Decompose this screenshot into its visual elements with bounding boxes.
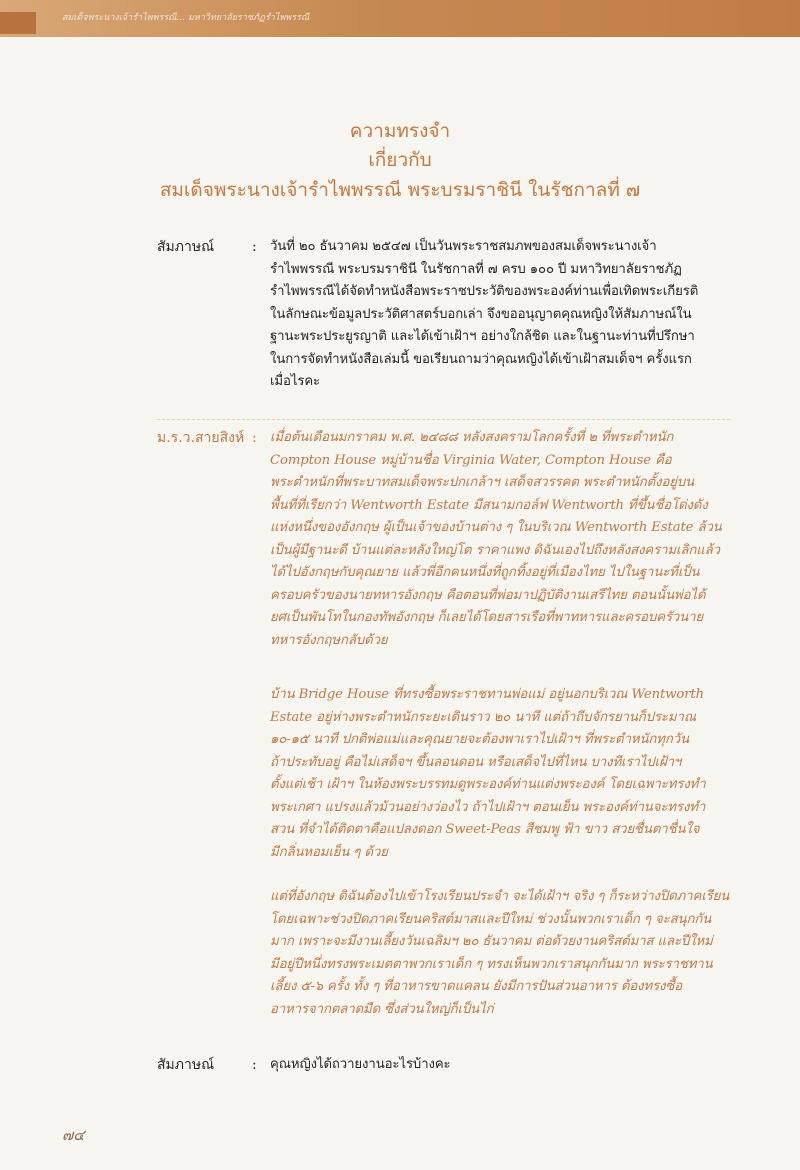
text-line: พระตำหนักที่พระบาทสมเด็จพระปกเกล้าฯ เสด็จสวรรคต พระตำหนักตั้งอยู่บน	[270, 475, 695, 490]
speaker-colon: :	[252, 430, 257, 446]
text-line: เป็นผู้มีฐานะดี บ้านแต่ละหลังใหญ่โต ราคาแพง ดิฉันเองไปถึงหลังสงครามเลิกแล้ว	[270, 542, 720, 558]
speaker-colon: :	[252, 239, 257, 255]
answer-paragraph-3	[270, 886, 730, 1021]
speaker-colon: :	[252, 1057, 257, 1073]
text-line: ครอบครัวของนายทหารอังกฤษ คือตอนที่พ่อมาปฏิบัติงานเสรีไทย ตอนนั้นพ่อได้	[270, 587, 706, 603]
title-line-3: สมเด็จพระนางเจ้ารำไพพรรณี พระบรมราชินี ในรัชกาลที่ ๗	[159, 179, 641, 201]
running-title: สมเด็จพระนางเจ้ารำไพพรรณี... มหาวิทยาลัยราชภัฏรำไพพรรณี	[62, 13, 310, 23]
answer-paragraph-2	[270, 684, 730, 864]
page-number: ๗๔	[62, 1126, 85, 1144]
text-line: มีอยู่ปีหนึ่งทรงพระเมตตาพวกเราเด็ก ๆ ทรงเห็นพวกเราสนุกกันมาก พระราชทาน	[270, 956, 713, 972]
text-line: มีกลิ่นหอมเย็น ๆ ด้วย	[270, 844, 388, 860]
header-tab	[0, 12, 36, 34]
text-line: รำไพพรรณีได้จัดทำหนังสือพระราชประวัติของพระองค์ท่านเพื่อเทิดพระเกียรติ	[270, 284, 699, 299]
text-line: ยศเป็นพันโทในกองทัพอังกฤษ ก็เลยได้โดยสารเรือที่พาทหารและครอบครัวนาย	[270, 610, 704, 625]
speaker-interviewer: สัมภาษณ์	[157, 1057, 215, 1073]
text-line: แต่ที่อังกฤษ ดิฉันต้องไปเข้าโรงเรียนประจำ จะได้เฝ้าฯ จริง ๆ ก็ระหว่างปิดภาคเรียน	[270, 889, 730, 904]
text-line: รำไพพรรณี พระบรมราชินี ในรัชกาลที่ ๗ ครบ ๑๐๐ ปี มหาวิทยาลัยราชภัฏ	[270, 261, 682, 277]
text-line: สวน ที่จำได้ติดตาคือแปลงดอก Sweet-Peas สีชมพู ฟ้า ขาว สวยชื่นตาชื่นใจ	[270, 822, 700, 837]
speaker-interviewer: สัมภาษณ์	[157, 239, 215, 255]
text-line: โดยเฉพาะช่วงปิดภาคเรียนคริสต์มาสและปีใหม่ ช่วงนั้นพวกเราเด็ก ๆ จะสนุกกัน	[270, 911, 712, 927]
text-line: ในการจัดทำหนังสือเล่มนี้ ขอเรียนถามว่าคุณหญิงได้เข้าเฝ้าสมเด็จฯ ครั้งแรก	[270, 351, 692, 367]
text-line: พระเกศา แปรงแล้วม้วนอย่างว่องไว ถ้าไปเฝ้าฯ ตอนเย็น พระองค์ท่านจะทรงทำ	[270, 799, 706, 815]
text-line: ถ้าประทับอยู่ คือไม่เสด็จฯ ขึ้นลอนดอน หรือเสด็จไปที่ไหน บางทีเราไปเฝ้าฯ	[270, 754, 682, 770]
speaker-respondent: ม.ร.ว.สายสิงห์	[157, 430, 245, 446]
text-line: พื้นที่ที่เรียกว่า Wentworth Estate มีสนามกอล์ฟ Wentworth ที่ขึ้นชื่อโด่งดัง	[270, 497, 708, 513]
text-line: วันที่ ๒๐ ธันวาคม ๒๕๔๗ เป็นวันพระราชสมภพของสมเด็จพระนางเจ้า	[270, 239, 657, 254]
text-line: เมื่อต้นเดือนมกราคม พ.ศ. ๒๔๘๘ หลังสงครามโลกครั้งที่ ๒ ที่พระตำหนัก	[270, 430, 674, 445]
divider	[157, 419, 730, 420]
text-line: ในลักษณะข้อมูลประวัติศาสตร์บอกเล่า จึงขออนุญาตคุณหญิงให้สัมภาษณ์ใน	[270, 306, 692, 322]
answer-paragraph-1	[270, 427, 730, 652]
text-line: Compton House หมู่บ้านชื่อ Virginia Water, Compton House คือ	[270, 452, 672, 468]
text-line: คุณหญิงได้ถวายงานอะไรบ้างคะ	[270, 1057, 451, 1072]
text-line: มาก เพราะจะมีงานเลี้ยงวันเฉลิมฯ ๒๐ ธันวาคม ต่อด้วยงานคริสต์มาส และปีใหม่	[270, 934, 713, 949]
interviewer-question	[270, 1054, 730, 1077]
text-line: ๑๐-๑๕ นาที ปกติพ่อแม่และคุณยายจะต้องพาเราไปเฝ้าฯ ที่พระตำหนักทุกวัน	[270, 732, 690, 747]
text-line: บ้าน Bridge House ที่ทรงซื้อพระราชทานพ่อแม่ อยู่นอกบริเวณ Wentworth	[270, 687, 705, 702]
text-line: ฐานะพระประยูรญาติ และได้เข้าเฝ้าฯ อย่างใกล้ชิด และในฐานะท่านที่ปรึกษา	[270, 329, 695, 344]
text-line: เมื่อไรคะ	[270, 374, 321, 389]
text-line: ทหารอังกฤษกลับด้วย	[270, 632, 388, 648]
text-line: เลี้ยง ๕-๖ ครั้ง ทั้ง ๆ ที่อาหารขาดแคลน ยังมีการปันส่วนอาหาร ต้องทรงซื้อ	[270, 979, 683, 994]
text-line: อาหารจากตลาดมืด ซึ่งส่วนใหญ่ก็เป็นไก่	[270, 1001, 494, 1017]
text-line: ได้ไปอังกฤษกับคุณยาย แล้วพี่อีกคนหนึ่งที่ถูกทิ้งอยู่ที่เมืองไทย ไปในฐานะที่เป็น	[270, 565, 700, 580]
interviewer-question	[270, 236, 730, 394]
title-line-2: เกี่ยวกับ	[368, 149, 432, 171]
text-line: Estate อยู่ห่างพระตำหนักระยะเดินราว ๒๐ นาที แต่ถ้าถีบจักรยานก็ประมาณ	[270, 709, 696, 725]
text-line: ตั้งแต่เช้า เฝ้าฯ ในห้องพระบรรทมดูพระองค์ท่านแต่งพระองค์ โดยเฉพาะทรงทำ	[270, 777, 706, 792]
title-line-1: ความทรงจำ	[349, 120, 451, 142]
text-line: แห่งหนึ่งของอังกฤษ ผู้เป็นเจ้าของบ้านต่าง ๆ ในบริเวณ Wentworth Estate ล้วน	[270, 520, 722, 535]
